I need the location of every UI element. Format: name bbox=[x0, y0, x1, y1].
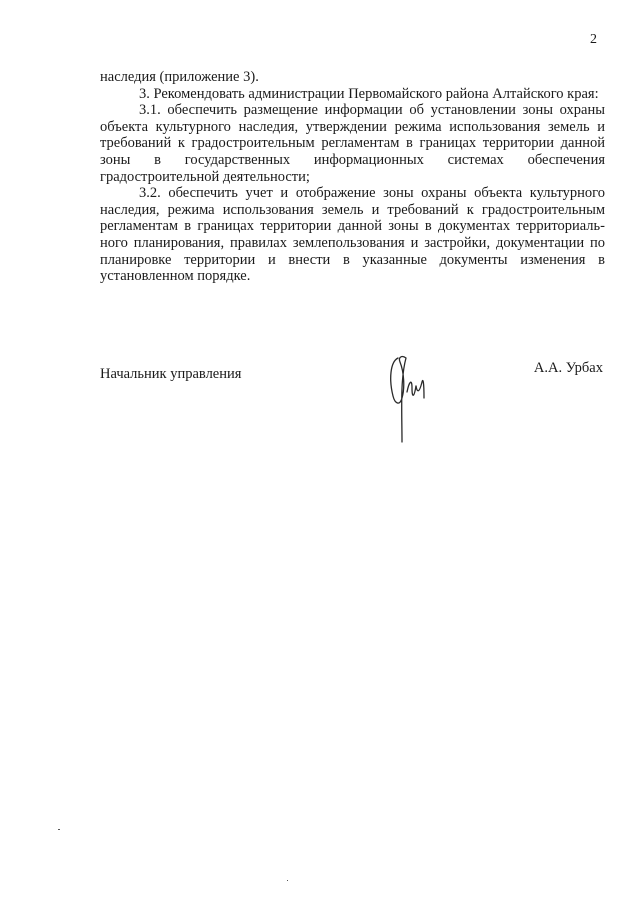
signer-name: А.А. Урбах bbox=[533, 360, 603, 376]
page-number: 2 bbox=[590, 32, 597, 47]
scan-artifact bbox=[58, 829, 60, 830]
paragraph: наследия (приложение 3). bbox=[100, 69, 259, 85]
paragraph: 3. Рекомендовать администрации Первомайского района Алтайского края: bbox=[139, 85, 599, 102]
document-body bbox=[100, 69, 605, 285]
paragraph: 3.2. обеспечить учет и отображение зоны охраны объекта культурного наследия, режима использования земель и требований к градостроительным регламентам в границах территории данной зоны в документах территориаль-ного планирования, правилах землепользования и застройки, документации по планировке территории и внести в указанные документы изменения в установленном порядке. bbox=[100, 185, 605, 285]
scan-artifact bbox=[287, 880, 288, 881]
paragraph: 3.1. обеспечить размещение информации об установлении зоны охраны объекта культурного наследия, утверждении режима использования земель и требований к градостроительным регламентам в границах территории данной зоны в государственных информационных системах обеспечения градостроительной деятельности; bbox=[100, 102, 605, 185]
signer-position: Начальник управления bbox=[100, 366, 242, 382]
handwritten-signature bbox=[376, 352, 436, 447]
